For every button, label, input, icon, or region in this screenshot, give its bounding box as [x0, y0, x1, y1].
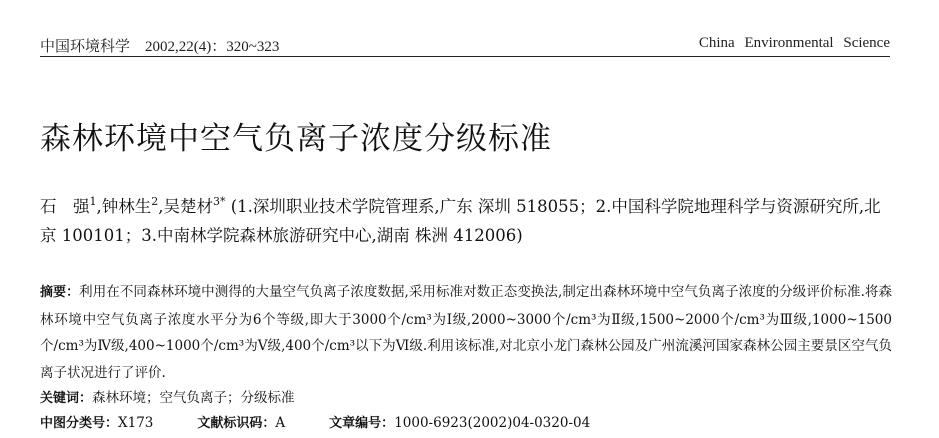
abstract-text: 利用在不同森林环境中测得的大量空气负离子浓度数据,采用标准对数正态变换法,制定出森林环境中空气负离子浓度的分级评价标准.将森林环境中空气负离子浓度水平分为6个等级,即大于3000个/cm³为Ⅰ级,2000~3000个/cm³为Ⅱ级,1500~2000个/cm³为Ⅲ级,1000~1500个/cm³为Ⅳ级,400~1000个/cm³为Ⅴ级,400个/cm³以下为Ⅵ级.利用该标准,对北京小龙门森林公园及广州流溪河国家森林公园主要景区空气负离子状况进行了评价. [40, 284, 892, 381]
article-number-value: 1000-6923(2002)04-0320-04 [394, 415, 591, 431]
article-number-label: 文章编号： [329, 416, 395, 431]
journal-header [40, 34, 890, 57]
doc-code-label: 文献标识码： [197, 416, 276, 431]
affiliations: (1.深圳职业技术学院管理系,广东 深圳 518055；2.中国科学院地理科学与资源研究所,北京 100101；3.中南林学院森林旅游研究中心,湖南 株洲 412006) [40, 197, 881, 245]
author-affiliation-mark: 1 [89, 195, 97, 208]
clc-value: X173 [118, 415, 154, 431]
author-name: ,钟林生 [96, 197, 152, 216]
author-name: 石 强 [40, 197, 90, 216]
classification-line [40, 412, 590, 431]
author-block [40, 192, 892, 250]
author-affiliation-mark: 3* [213, 195, 226, 208]
paper-title: 森林环境中空气负离子浓度分级标准 [40, 121, 552, 157]
clc-label: 中图分类号： [40, 416, 119, 431]
citation: 2002,22(4)：320~323 [145, 39, 280, 55]
abstract [40, 279, 892, 386]
keywords-label: 关键词： [40, 391, 93, 406]
doc-code-value: A [275, 415, 286, 431]
abstract-label: 摘要： [40, 285, 80, 300]
author-affiliation-mark: 2 [151, 195, 159, 208]
keywords-text: 森林环境；空气负离子；分级标准 [92, 390, 295, 406]
keywords-line [40, 386, 295, 406]
journal-name-en: China Environmental Science [698, 35, 890, 51]
author-name: ,吴楚材 [158, 197, 213, 216]
journal-name-cn: 中国环境科学 [40, 39, 131, 55]
header-left [40, 35, 279, 56]
